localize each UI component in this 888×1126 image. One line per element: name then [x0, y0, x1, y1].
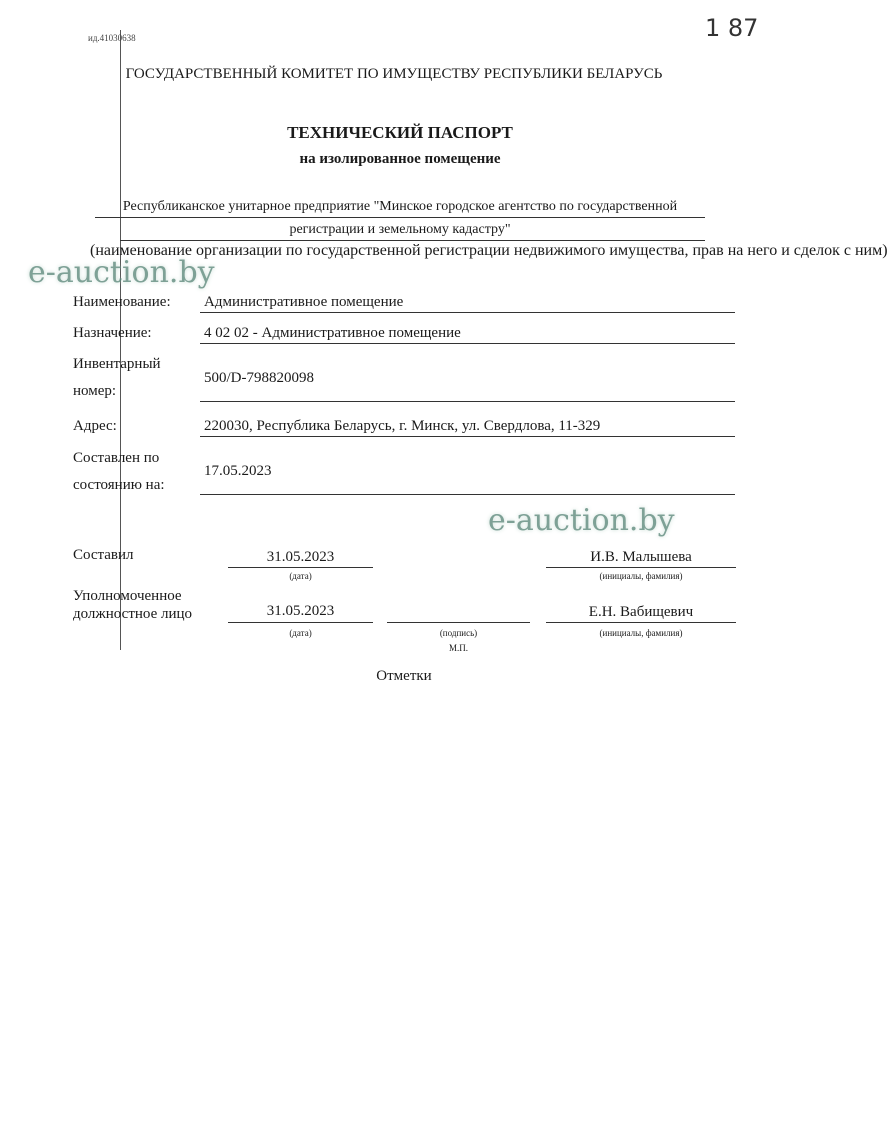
compiled-name: И.В. Малышева: [590, 549, 692, 565]
compiled-date: 31.05.2023: [266, 549, 335, 565]
signature-caption: (подпись): [439, 628, 478, 638]
authorized-date-caption: (дата): [289, 628, 312, 638]
compiled-date-caption: (дата): [289, 571, 312, 581]
authorized-date: 31.05.2023: [266, 603, 335, 619]
field-label-address: Адрес:: [73, 418, 117, 434]
field-label-purpose: Назначение:: [73, 325, 152, 341]
field-value-date: 17.05.2023: [204, 463, 272, 479]
organization-line-2: регистрации и земельному кадастру": [289, 222, 511, 237]
field-label-name: Наименование:: [73, 294, 171, 310]
field-label-inventory-1: Инвентарный: [73, 356, 161, 372]
stamp-caption: М.П.: [448, 643, 468, 653]
page-number-handwritten: 1 87: [705, 14, 759, 42]
authorized-label-1: Уполномоченное: [73, 588, 182, 604]
field-label-date-1: Составлен по: [73, 450, 160, 466]
watermark-2: e-auction.by: [488, 503, 675, 538]
organization-line-1: Республиканское унитарное предприятие "Минское городское агентство по государственной: [122, 199, 678, 214]
compiled-label: Составил: [73, 547, 134, 563]
document-title: ТЕХНИЧЕСКИЙ ПАСПОРТ: [287, 123, 513, 142]
organization-caption: (наименование организации по государственной регистрации недвижимого имущества, прав на него и сделок с ним): [90, 242, 888, 259]
authorized-name: Е.Н. Вабищевич: [588, 604, 694, 620]
document-subtitle: на изолированное помещение: [299, 151, 501, 167]
field-value-purpose: 4 02 02 - Административное помещение: [204, 325, 461, 341]
document-id: ид.41030638: [88, 33, 136, 43]
field-label-inventory-2: номер:: [73, 383, 117, 399]
authorized-label-2: должностное лицо: [73, 606, 193, 622]
watermark: e-auction.by: [28, 255, 215, 290]
notes-heading: Отметки: [376, 668, 432, 684]
field-value-name: Административное помещение: [204, 294, 404, 310]
authorized-name-caption: (инициалы, фамилия): [599, 628, 683, 638]
field-value-address: 220030, Республика Беларусь, г. Минск, ул. Свердлова, 11-329: [204, 418, 601, 434]
field-value-inventory: 500/D-798820098: [204, 370, 314, 386]
field-label-date-2: состоянию на:: [73, 477, 165, 493]
compiled-name-caption: (инициалы, фамилия): [599, 571, 683, 581]
committee-header: ГОСУДАРСТВЕННЫЙ КОМИТЕТ ПО ИМУЩЕСТВУ РЕСПУБЛИКИ БЕЛАРУСЬ: [125, 66, 663, 82]
